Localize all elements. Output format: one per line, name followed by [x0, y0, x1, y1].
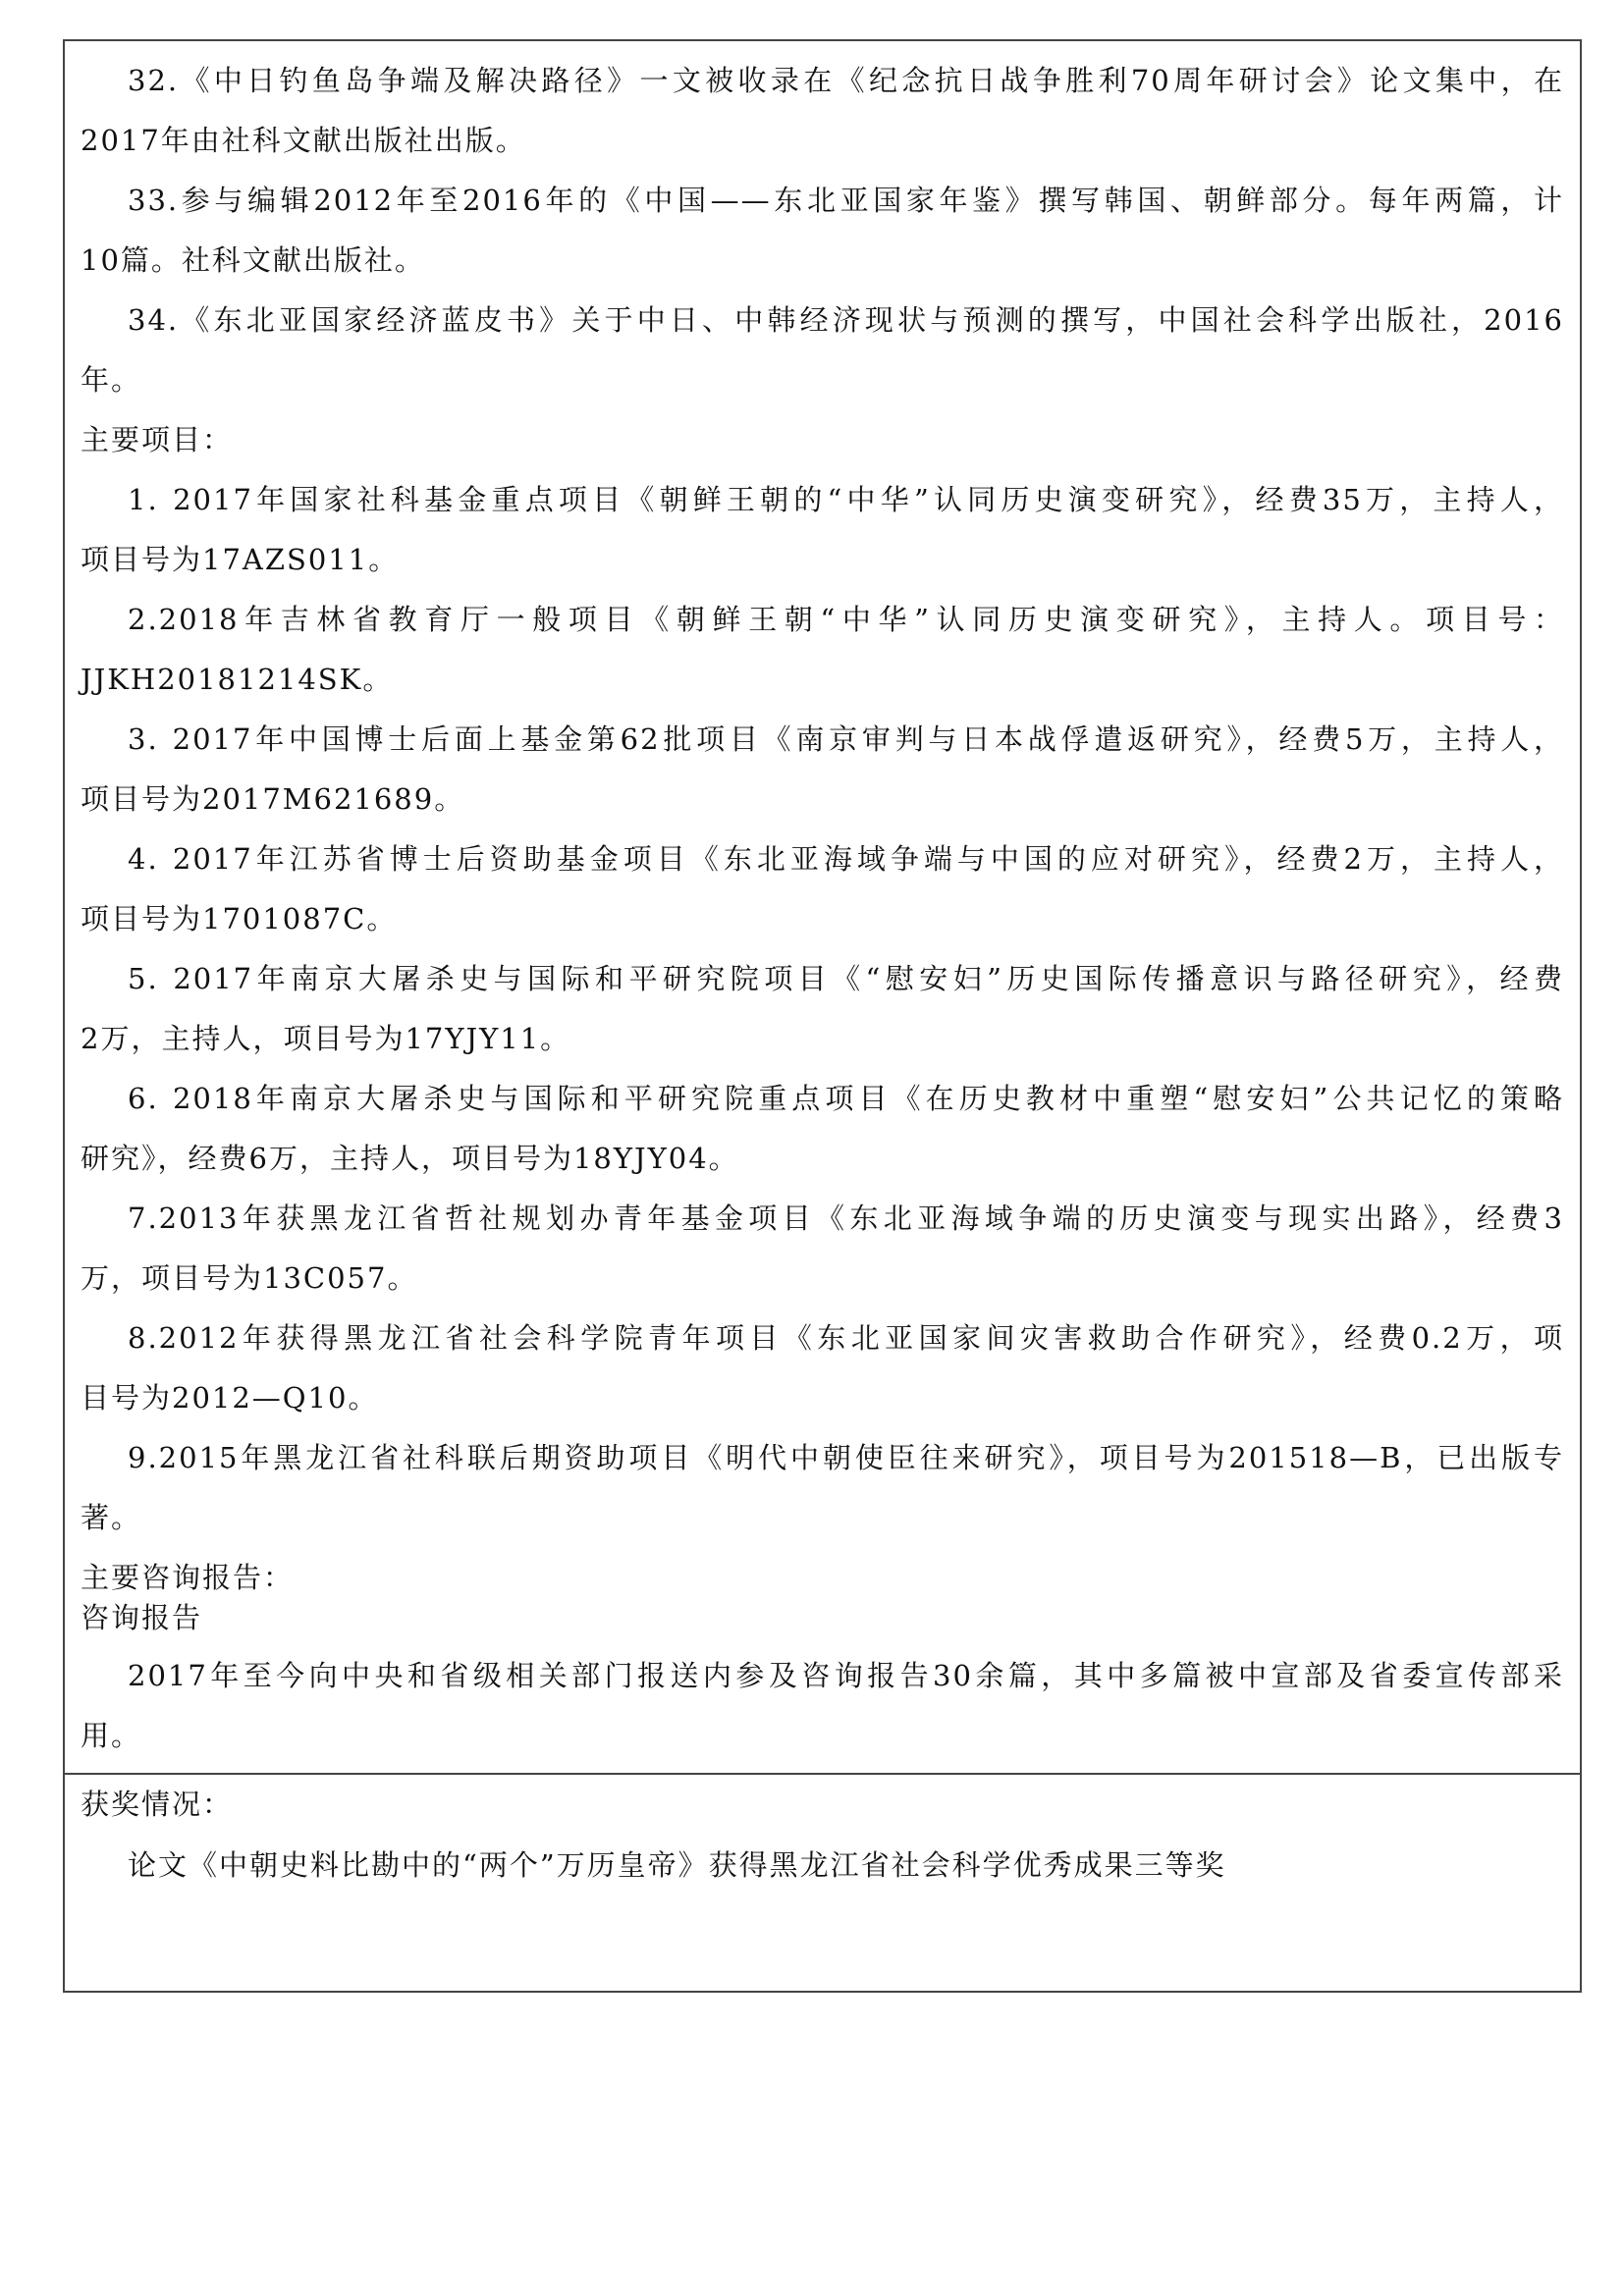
project-9-line2: 著。: [81, 1501, 142, 1534]
project-2-line1: 2.2018年吉林省教育厅一般项目《朝鲜王朝“中华”认同历史演变研究》，主持人。项目号：: [128, 603, 1564, 636]
publication-33-line2: 10篇。社科文献出版社。: [81, 243, 425, 277]
awards-text: 论文《中朝史料比勘中的“两个”万历皇帝》获得黑龙江省社会科学优秀成果三等奖: [128, 1848, 1226, 1882]
project-3-line2: 项目号为2017M621689。: [81, 782, 465, 816]
project-7-line2: 万，项目号为13C057。: [81, 1261, 418, 1295]
project-8-line2: 目号为2012—Q10。: [81, 1381, 379, 1415]
project-5-line1: 5. 2017年南京大屠杀史与国际和平研究院项目《“慰安妇”历史国际传播意识与路径研究》，经费: [128, 962, 1564, 995]
project-6-line1: 6. 2018年南京大屠杀史与国际和平研究院重点项目《在历史教材中重塑“慰安妇”公共记忆的策略: [128, 1082, 1564, 1115]
project-5-line2: 2万，主持人，项目号为17YJY11。: [81, 1022, 571, 1055]
project-1-line1: 1. 2017年国家社科基金重点项目《朝鲜王朝的“中华”认同历史演变研究》，经费35万，主持人，: [128, 483, 1564, 516]
project-9-line1: 9.2015年黑龙江省社科联后期资助项目《明代中朝使臣往来研究》，项目号为201518—B，已出版专: [128, 1441, 1564, 1474]
publication-32-line1: 32.《中日钓鱼岛争端及解决路径》一文被收录在《纪念抗日战争胜利70周年研讨会》论文集中，在: [128, 64, 1564, 97]
consulting-heading: 主要咨询报告：: [81, 1561, 295, 1594]
consulting-text-line1: 2017年至今向中央和省级相关部门报送内参及咨询报告30余篇，其中多篇被中宣部及省委宣传部采: [128, 1659, 1564, 1692]
project-1-line2: 项目号为17AZS011。: [81, 543, 400, 576]
publication-33-line1: 33.参与编辑2012年至2016年的《中国——东北亚国家年鉴》撰写韩国、朝鲜部分。每年两篇，计: [128, 184, 1564, 217]
publication-34-line2: 年。: [81, 363, 142, 397]
publications-projects-cell: [65, 41, 1580, 1775]
resume-table: [63, 39, 1582, 1993]
project-3-line1: 3. 2017年中国博士后面上基金第62批项目《南京审判与日本战俘遣返研究》，经费5万，主持人，: [128, 722, 1564, 756]
publication-34-line1: 34.《东北亚国家经济蓝皮书》关于中日、中韩经济现状与预测的撰写，中国社会科学出版社，2016: [128, 303, 1564, 337]
awards-cell: [65, 1775, 1580, 1991]
project-4-line2: 项目号为1701087C。: [81, 902, 398, 935]
publication-32-line2: 2017年由社科文献出版社出版。: [81, 124, 526, 157]
project-6-line2: 研究》，经费6万，主持人，项目号为18YJY04。: [81, 1142, 739, 1175]
projects-heading: 主要项目：: [81, 423, 234, 456]
awards-heading: 获奖情况：: [81, 1788, 234, 1821]
project-8-line1: 8.2012年获得黑龙江省社会科学院青年项目《东北亚国家间灾害救助合作研究》，经费0.2万，项: [128, 1321, 1564, 1355]
consulting-subheading: 咨询报告: [81, 1601, 203, 1634]
project-2-line2: JJKH20181214SK。: [81, 663, 394, 696]
consulting-text-line2: 用。: [81, 1719, 142, 1752]
project-4-line1: 4. 2017年江苏省博士后资助基金项目《东北亚海域争端与中国的应对研究》，经费2万，主持人，: [128, 842, 1564, 876]
project-7-line1: 7.2013年获黑龙江省哲社规划办青年基金项目《东北亚海域争端的历史演变与现实出路》，经费3: [128, 1201, 1564, 1235]
